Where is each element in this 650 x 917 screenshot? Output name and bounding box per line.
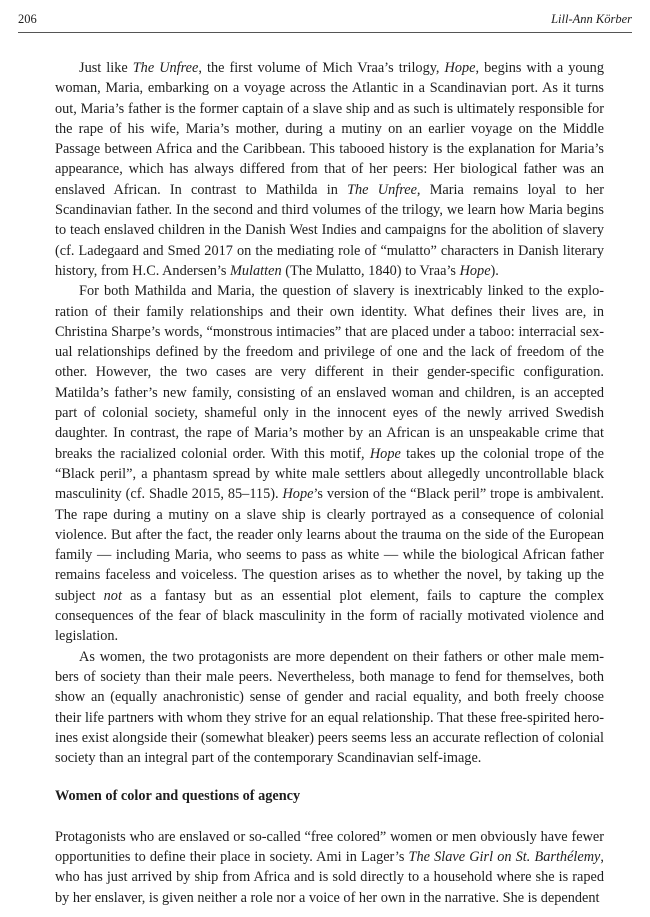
paragraph-3: As women, the two protagonists are more dependent on their fathers or other male members of society than their male peers. Nevertheless, both manage to fend for themselves, both show an (equally anachronistic) sense of gender and racial equality, and both freely choose their life partners with whom they strive for an equal relationship. That these free-spirited heroines exist alongside their (somewhat bleaker) peers seems less an accurate reflection of colonial society than an integral part of the contemporary Scandinavian self-image.	[55, 648, 604, 767]
section-paragraph: Protagonists who are enslaved or so-called “free colored” women or men obviously have fewer opportunities to define their place in society. Ami in Lager’s The Slave Girl on St. Barthélemy, who has just arrived by ship from Africa and is sold directly to a household where she is raped by her enslaver, is given neither a role nor a voice of her own in the narrative. She is dependent	[55, 828, 604, 906]
page-number: 206	[18, 12, 37, 26]
paragraph-1: Just like The Unfree, the first volume of Mich Vraa’s trilogy, Hope, begins with a young woman, Maria, embarking on a voyage across the Atlantic in a Scandinavian port. As it turns out, Maria’s father is the former captain of a slave ship and as such is ultimately responsible for the rape of his wife, Maria’s mother, during a mutiny on an earlier voyage on the Middle Passage between Africa and the Caribbean. This tabooed history is the explanation for Maria’s appearance, which has always differed from that of her peers: Her biological father was an enslaved African. In contrast to Mathilda in The Unfree, Maria remains loyal to her Scandinavian father. In the second and third volumes of the trilogy, we learn how Maria begins to teach enslaved children in the Danish West Indies and campaigns for the abolition of slavery (cf. Ladegaard and Smed 2017 on the mediating role of “mulatto” characters in Danish literary history, from H.C. Andersen’s Mulatten (The Mulatto, 1840) to Vraa’s Hope).	[55, 60, 604, 279]
running-head-author: Lill-Ann Körber	[551, 12, 632, 26]
italic-run: not	[103, 587, 122, 604]
running-head	[18, 12, 632, 33]
italic-run: Hope	[282, 486, 314, 503]
section-heading: Women of color and questions of agency	[55, 788, 301, 805]
italic-run: Hope	[369, 445, 401, 462]
paragraph-2: For both Mathilda and Maria, the question of slavery is inextricably linked to the exploration of their family relationships and their own identity. What defines their lives are, in Christina Sharpe’s words, “monstrous intimacies” that are placed under a taboo: interracial sexual relationships defined by the freedom and privilege of one and the lack of freedom of the other. However, the two cases are very different in their gender-specific configuration. Matilda’s father’s new family, consisting of an enslaved woman and children, is an accepted part of colonial society, shameful only in the innocent eyes of the newly arrived Swedish daughter. In contrast, the rape of Maria’s mother by an African is an unspeakable crime that breaks the racialized colonial order. With this motif, Hope takes up the colonial trope of the “Black peril”, a phantasm spread by white male settlers about allegedly uncontrollable black masculinity (cf. Shadle 2015, 85–115). Hope’s version of the “Black peril” trope is ambivalent. The rape during a mutiny on a slave ship is clearly portrayed as a consequence of colonial violence. But after the fact, the reader only learns about the trauma on the side of the European family — including Maria, who seems to pass as white — while the biological African father remains faceless and voiceless. The question arises as to whether the novel, by taking up the subject not as a fantasy but as an essential plot element, fails to capture the complex consequences of the fear of black masculinity in the form of racially motivated violence and legislation.	[55, 283, 605, 645]
italic-run: Mulatten	[230, 262, 282, 279]
italic-run: Hope	[459, 262, 491, 279]
italic-run: Hope	[444, 60, 476, 76]
body-text	[55, 58, 604, 908]
italic-run: The Slave Girl on St. Barthélemy	[408, 848, 601, 865]
italic-run: The Unfree	[347, 181, 417, 198]
italic-run: The Unfree	[132, 60, 199, 76]
